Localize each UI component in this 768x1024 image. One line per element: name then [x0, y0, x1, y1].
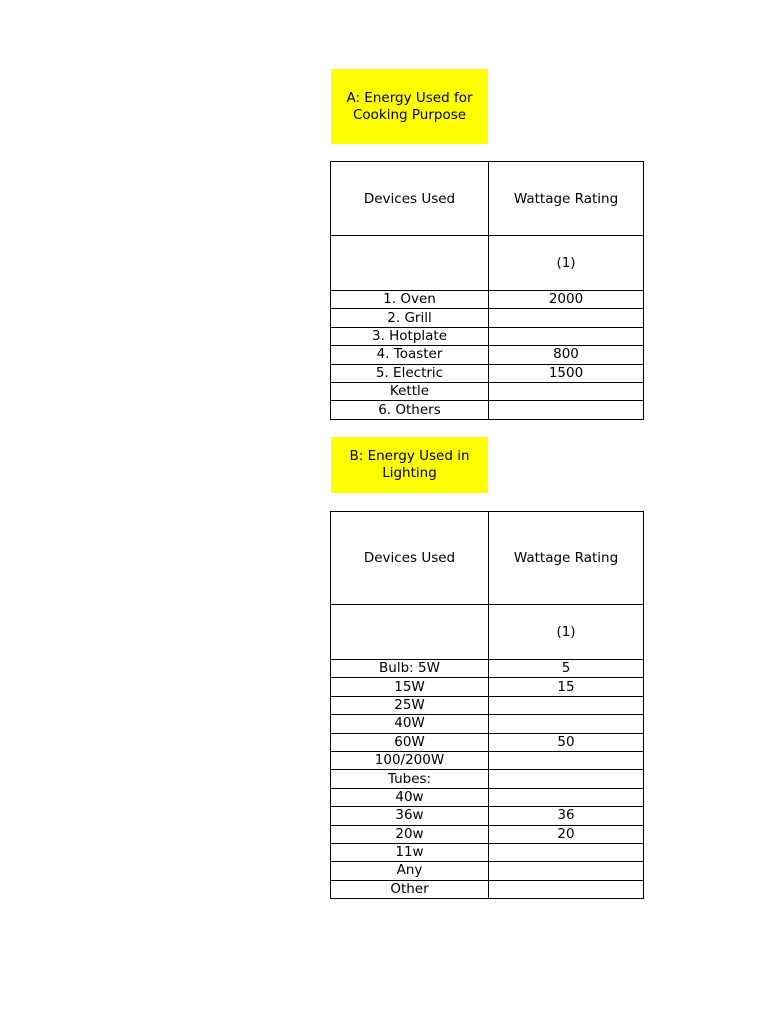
table-row: [331, 843, 644, 861]
device-cell: 2. Grill: [331, 309, 489, 327]
table-row: [331, 862, 644, 880]
table-row: [331, 401, 644, 419]
wattage-cell: [489, 696, 644, 714]
device-cell: 3. Hotplate: [331, 327, 489, 345]
wattage-rating-header: Wattage Rating: [489, 162, 644, 236]
table-unit-row: [331, 236, 644, 291]
table-row: [331, 788, 644, 806]
wattage-cell: 20: [489, 825, 644, 843]
device-cell: Any: [331, 862, 489, 880]
device-cell: Bulb: 5W: [331, 660, 489, 678]
cooking-devices-table: [330, 161, 644, 420]
table-row: [331, 807, 644, 825]
table-header-row: [331, 512, 644, 605]
devices-used-header: Devices Used: [331, 162, 489, 236]
device-cell: 20w: [331, 825, 489, 843]
section-a-label: A: Energy Used for Cooking Purpose: [331, 69, 488, 144]
wattage-cell: 5: [489, 660, 644, 678]
wattage-cell: 36: [489, 807, 644, 825]
device-cell: 15W: [331, 678, 489, 696]
wattage-cell: [489, 401, 644, 419]
device-cell: Tubes:: [331, 770, 489, 788]
table-row: [331, 309, 644, 327]
wattage-rating-header: Wattage Rating: [489, 512, 644, 605]
wattage-unit-label: (1): [489, 236, 644, 291]
table-row: [331, 346, 644, 364]
device-cell: 40W: [331, 715, 489, 733]
device-cell: 1. Oven: [331, 291, 489, 309]
table-row: [331, 825, 644, 843]
wattage-cell: [489, 843, 644, 861]
table-header-row: [331, 162, 644, 236]
table-row: [331, 880, 644, 898]
devices-unit-cell: [331, 236, 489, 291]
wattage-cell: [489, 327, 644, 345]
wattage-cell: [489, 382, 644, 400]
wattage-cell: 2000: [489, 291, 644, 309]
table-row: [331, 382, 644, 400]
table-row: [331, 715, 644, 733]
table-row: [331, 364, 644, 382]
table-row: [331, 660, 644, 678]
table-row: [331, 291, 644, 309]
device-cell: 36w: [331, 807, 489, 825]
wattage-cell: [489, 770, 644, 788]
table-row: [331, 678, 644, 696]
wattage-cell: 50: [489, 733, 644, 751]
device-cell: 6. Others: [331, 401, 489, 419]
wattage-cell: 800: [489, 346, 644, 364]
section-b-label: B: Energy Used in Lighting: [331, 437, 488, 493]
table-row: [331, 733, 644, 751]
device-cell: 4. Toaster: [331, 346, 489, 364]
device-cell: 60W: [331, 733, 489, 751]
table-row: [331, 751, 644, 769]
table-row: [331, 770, 644, 788]
table-unit-row: [331, 605, 644, 660]
table-row: [331, 696, 644, 714]
wattage-unit-label: (1): [489, 605, 644, 660]
wattage-cell: [489, 788, 644, 806]
wattage-cell: [489, 751, 644, 769]
wattage-cell: 1500: [489, 364, 644, 382]
wattage-cell: [489, 715, 644, 733]
device-cell: 100/200W: [331, 751, 489, 769]
device-cell: 11w: [331, 843, 489, 861]
lighting-devices-table: [330, 511, 644, 899]
wattage-cell: 15: [489, 678, 644, 696]
device-cell: 25W: [331, 696, 489, 714]
wattage-cell: [489, 309, 644, 327]
devices-unit-cell: [331, 605, 489, 660]
device-cell: 40w: [331, 788, 489, 806]
devices-used-header: Devices Used: [331, 512, 489, 605]
cooking-rows: [331, 291, 644, 420]
wattage-cell: [489, 880, 644, 898]
lighting-rows: [331, 660, 644, 899]
device-cell: Other: [331, 880, 489, 898]
device-cell: 5. Electric: [331, 364, 489, 382]
table-row: [331, 327, 644, 345]
wattage-cell: [489, 862, 644, 880]
device-cell: Kettle: [331, 382, 489, 400]
